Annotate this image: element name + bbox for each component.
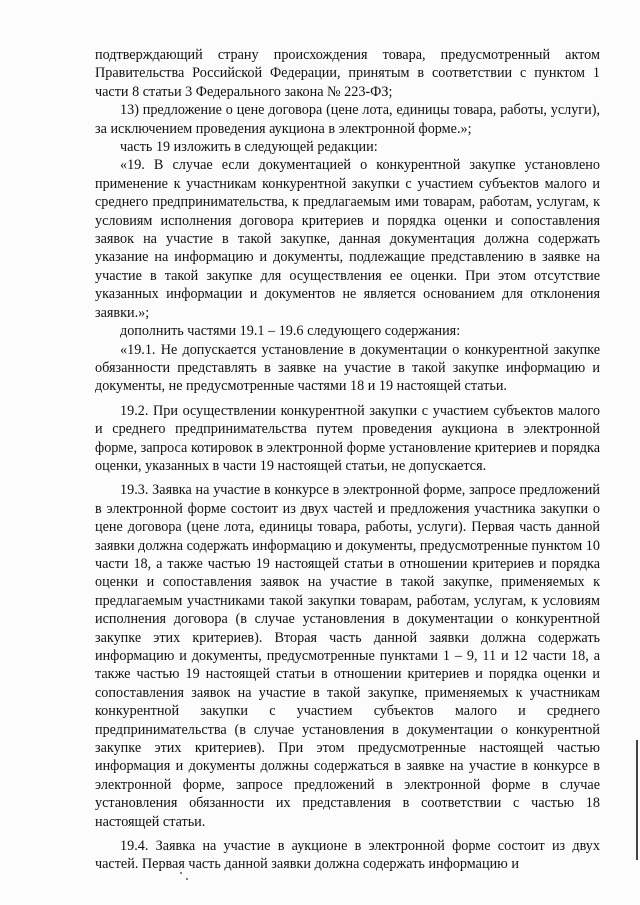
- scan-edge-mark: [636, 740, 638, 860]
- scan-speck: [180, 872, 182, 874]
- document-page: [95, 46, 600, 874]
- paragraph-continuation: подтверждающий страну происхождения товара, предусмотренный актом Правительства Российской Федерации, принятым в соответствии с пунктом 1 части 8 статьи 3 Федерального закона № 223-ФЗ;: [95, 47, 600, 100]
- paragraph-item-13: 13) предложение о цене договора (цене лота, единицы товара, работы, услуги), за исключением проведения аукциона в электронной форме.»;: [95, 102, 600, 137]
- scan-speck: [186, 878, 188, 880]
- paragraph-19-1: «19.1. Не допускается установление в документации о конкурентной закупке обязанности представлять в заявке на участие в такой закупке информацию и документы, не предусмотренные частями 18 и 19 настоящей статьи.: [95, 341, 600, 395]
- paragraph-19-2: 19.2. При осуществлении конкурентной закупки с участием субъектов малого и среднего предпринимательства путем проведения аукциона в электронной форме, запроса котировок в электронной форме установление критериев и порядка оценки, указанных в части 19 настоящей статьи, не допускается.: [95, 402, 600, 474]
- paragraph-19-4: 19.4. Заявка на участие в аукционе в электронной форме состоит из двух частей. Первая часть данной заявки должна содержать информацию и: [95, 838, 600, 873]
- paragraph-19-3: 19.3. Заявка на участие в конкурсе в электронной форме, запросе предложений в электронной форме состоит из двух частей и предложения участника закупки о цене договора (цене лота, единицы товара, работы, услуги). Первая часть данной заявки должна содержать информацию и документы, предусмотренные пунктом 10 части 18, а также частью 19 настоящей статьи в отношении критериев и порядка оценки и сопоставления заявок на участие в такой закупке, применяемых к предлагаемым участниками такой закупки товарам, работам, услугам, к условиям исполнения договора (в случае установления в документации о конкурентной закупке этих критериев). Вторая часть данной заявки должна содержать информацию и документы, предусмотренные пунктами 1 – 9, 11 и 12 части 18, а также частью 19 настоящей статьи в отношении критериев и порядка оценки и сопоставления заявок на участие в такой закупке, применяемых к участникам конкурентной закупки с участием субъектов малого и среднего предпринимательства (в случае установления в документации о конкурентной закупке этих критериев). При этом предусмотренные настоящей частью информация и документы должны содержаться в заявке на участие в конкурсе в электронной форме, запросе предложений в электронной форме в случае установления обязанности их представления в соответствии с частью 18 настоящей статьи.: [95, 482, 600, 830]
- paragraph-part-19-intro: часть 19 изложить в следующей редакции:: [120, 139, 378, 156]
- paragraph-part-19: «19. В случае если документацией о конкурентной закупке установлено применение к участникам конкурентной закупки с участием субъектов малого и среднего предпринимательства, к предлагаемым ими товарам, работам, услугам, к условиям исполнения договора критериев и порядка оценки и сопоставления заявок на участие в такой закупке, данная документация должна содержать указание на информацию и документы, подлежащие представлению в заявке на участие в такой закупке для осуществления ее оценки. При этом отсутствие указанных информации и документов не является основанием для отклонения заявки.»;: [95, 157, 600, 321]
- paragraph-parts-19-1-19-6-intro: дополнить частями 19.1 – 19.6 следующего содержания:: [120, 323, 461, 340]
